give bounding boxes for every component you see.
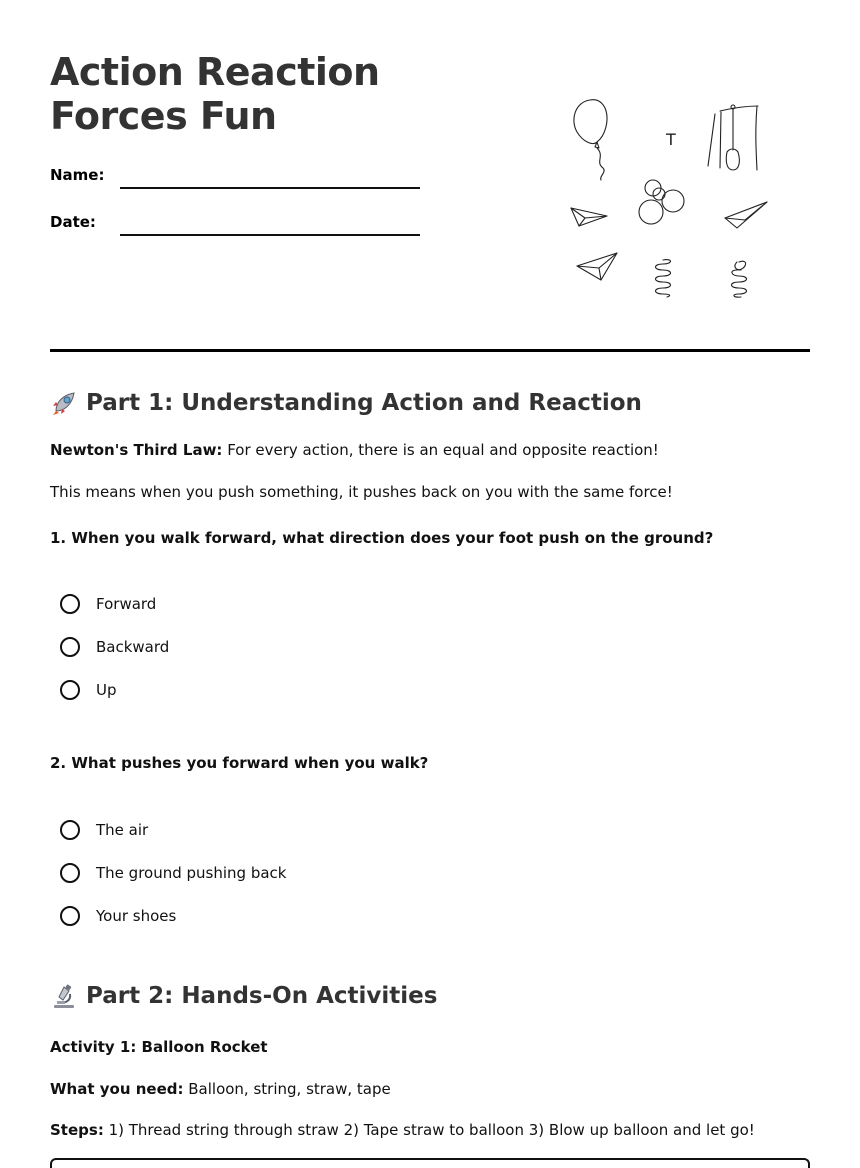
part2-heading [50, 982, 437, 1010]
balloon-icon [574, 100, 607, 180]
option-label: Backward [96, 638, 170, 656]
option-label: Forward [96, 595, 157, 613]
law-explanation: This means when you push something, it pushes back on you with the same force! [50, 483, 673, 501]
next-box-top-border [50, 1158, 810, 1168]
question-2: 2. What pushes you forward when you walk? [50, 754, 429, 772]
option-label: The air [96, 821, 149, 839]
letter-t: T [666, 130, 676, 149]
newtons-law-line [50, 441, 659, 459]
part1-heading [50, 389, 642, 417]
paper-plane-icon [571, 208, 607, 226]
activity-1-title: Activity 1: Balloon Rocket [50, 1038, 268, 1056]
law-label: Newton's Third Law: [50, 441, 223, 459]
steps-line [50, 1121, 755, 1139]
spring-icon [732, 261, 747, 297]
radio-button[interactable] [60, 820, 80, 840]
radio-button[interactable] [60, 863, 80, 883]
q1-option-forward[interactable] [60, 594, 156, 614]
date-label: Date: [50, 213, 96, 231]
option-label: Your shoes [96, 907, 177, 925]
radio-button[interactable] [60, 637, 80, 657]
radio-button[interactable] [60, 594, 80, 614]
q1-option-backward[interactable] [60, 637, 169, 657]
paper-plane-icon [577, 253, 617, 280]
worksheet-title: Action Reaction Forces Fun [50, 50, 380, 138]
radio-button[interactable] [60, 680, 80, 700]
part2-heading-text: Part 2: Hands-On Activities [86, 983, 438, 1009]
paper-plane-icon [725, 202, 767, 228]
steps-text: 1) Thread string through straw 2) Tape straw to balloon 3) Blow up balloon and let go! [103, 1121, 755, 1139]
q2-option-shoes[interactable] [60, 906, 176, 926]
part1-heading-text: Part 1: Understanding Action and Reaction [86, 390, 642, 416]
option-label: The ground pushing back [96, 864, 287, 882]
physics-doodles-illustration [555, 90, 785, 310]
pendulum-icon [708, 105, 758, 170]
need-label: What you need: [50, 1080, 184, 1098]
q2-option-ground[interactable] [60, 863, 286, 883]
question-1: 1. When you walk forward, what direction does your foot push on the ground? [50, 529, 714, 547]
law-text: For every action, there is an equal and opposite reaction! [222, 441, 659, 459]
name-label: Name: [50, 166, 105, 184]
date-field[interactable] [120, 234, 420, 236]
q2-option-air[interactable] [60, 820, 148, 840]
steps-label: Steps: [50, 1121, 104, 1139]
spring-icon [656, 260, 671, 297]
header-divider [50, 349, 810, 352]
option-label: Up [96, 681, 117, 699]
materials-line [50, 1080, 391, 1098]
microscope-icon [50, 982, 78, 1010]
radio-button[interactable] [60, 906, 80, 926]
name-field[interactable] [120, 187, 420, 189]
need-text: Balloon, string, straw, tape [183, 1080, 391, 1098]
q1-option-up[interactable] [60, 680, 117, 700]
rocket-icon [50, 389, 78, 417]
molecule-icon [639, 180, 684, 224]
